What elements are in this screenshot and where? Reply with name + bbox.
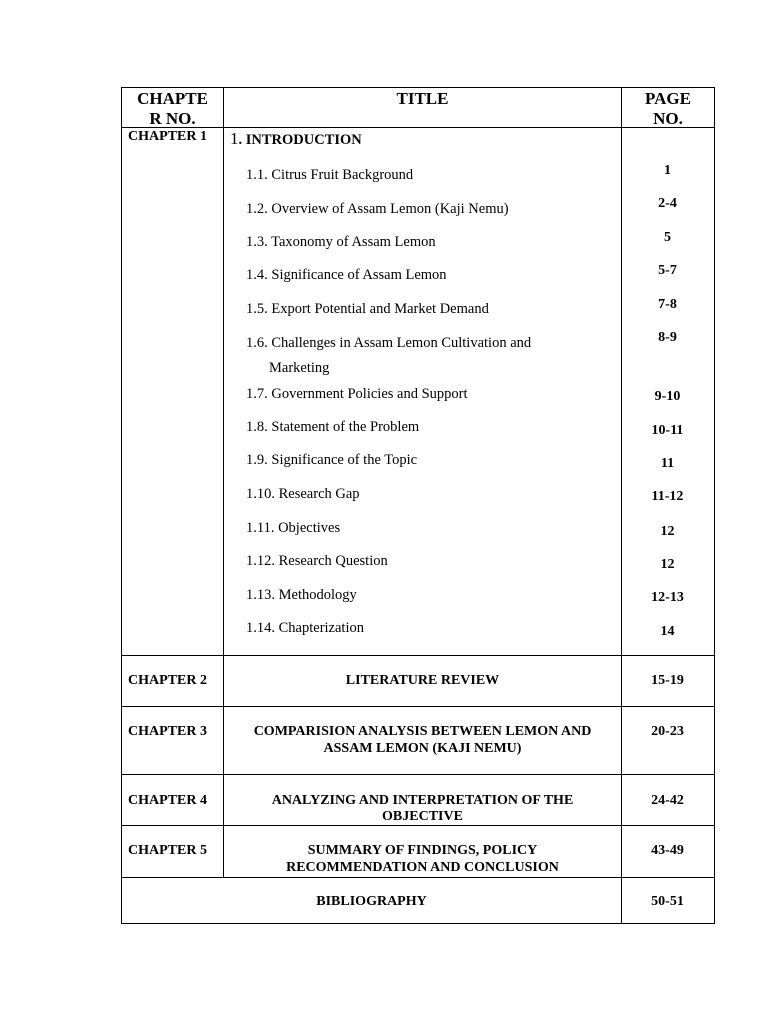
row-divider — [121, 825, 715, 826]
chapter-title: LITERATURE REVIEW — [345, 673, 500, 688]
chapter-label: CHAPTER 4 — [128, 793, 207, 808]
chapter-1-title-text: . INTRODUCTION — [238, 132, 362, 148]
chapter-page: 24-42 — [651, 793, 684, 808]
section-title: 1.9. Significance of the Topic — [246, 452, 418, 468]
chapter-page: 15-19 — [651, 673, 684, 688]
header-chapter-no-line1: CHAPTE — [137, 89, 208, 108]
section-page: 12 — [660, 524, 675, 539]
header-page-no-line1: PAGE — [645, 89, 691, 108]
row-divider — [121, 877, 715, 878]
chapter-title-line1: ANALYZING AND INTERPRETATION OF THE — [271, 793, 574, 808]
chapter-title-line2: RECOMMENDATION AND CONCLUSION — [286, 860, 559, 875]
chapter-label: CHAPTER 5 — [128, 843, 207, 858]
row-divider — [121, 655, 715, 656]
section-title: 1.10. Research Gap — [246, 486, 360, 502]
section-page: 2-4 — [658, 196, 677, 211]
bibliography-title: BIBLIOGRAPHY — [316, 894, 427, 909]
chapter-label: CHAPTER 2 — [128, 673, 207, 688]
chapter-1-number: 1 — [230, 129, 239, 148]
section-title: 1.2. Overview of Assam Lemon (Kaji Nemu) — [246, 201, 509, 217]
row-divider — [121, 774, 715, 775]
section-title: 1.13. Methodology — [246, 587, 357, 603]
section-page: 14 — [660, 624, 675, 639]
section-title: 1.5. Export Potential and Market Demand — [246, 301, 489, 317]
chapter-label: CHAPTER 3 — [128, 724, 207, 739]
section-title: 1.6. Challenges in Assam Lemon Cultivation and — [246, 335, 532, 351]
section-title: 1.14. Chapterization — [246, 620, 364, 636]
chapter-title-line2: OBJECTIVE — [382, 809, 463, 824]
chapter-title-line2: ASSAM LEMON (KAJI NEMU) — [323, 741, 522, 756]
section-page: 8-9 — [658, 330, 677, 345]
section-title: 1.12. Research Question — [246, 553, 388, 569]
chapter-title-line1: SUMMARY OF FINDINGS, POLICY — [307, 843, 538, 858]
chapter-1-label: CHAPTER 1 — [128, 129, 207, 144]
section-page: 10-11 — [651, 423, 684, 438]
section-page: 11-12 — [651, 489, 684, 504]
section-page: 1 — [664, 163, 671, 178]
column-divider — [223, 87, 224, 877]
table-border-bottom — [121, 923, 715, 924]
header-title: TITLE — [396, 89, 449, 108]
header-page-no — [622, 89, 714, 128]
table-border-top — [121, 87, 715, 88]
section-page: 11 — [660, 456, 675, 471]
section-page: 9-10 — [654, 389, 681, 404]
section-title: 1.11. Objectives — [246, 520, 341, 536]
header-chapter-no-line2: R NO. — [149, 108, 196, 128]
section-page: 5-7 — [658, 263, 677, 278]
table-border-right — [714, 87, 715, 924]
section-title: 1.7. Government Policies and Support — [246, 386, 468, 402]
bibliography-page: 50-51 — [651, 894, 684, 909]
chapter-page: 43-49 — [651, 843, 684, 858]
chapter-page: 20-23 — [651, 724, 684, 739]
header-page-no-line2: NO. — [653, 108, 683, 128]
section-title: 1.4. Significance of Assam Lemon — [246, 267, 447, 283]
section-title: 1.8. Statement of the Problem — [246, 419, 420, 435]
row-divider — [121, 706, 715, 707]
section-title: 1.3. Taxonomy of Assam Lemon — [246, 234, 436, 250]
header-chapter-no — [122, 89, 223, 128]
section-page: 12 — [660, 557, 675, 572]
section-title-continuation: Marketing — [269, 360, 330, 376]
section-page: 7-8 — [658, 297, 677, 312]
section-title: 1.1. Citrus Fruit Background — [246, 167, 414, 183]
chapter-title-line1: COMPARISION ANALYSIS BETWEEN LEMON AND — [253, 724, 592, 739]
chapter-1-title — [230, 129, 362, 149]
section-page: 12-13 — [651, 590, 684, 605]
section-page: 5 — [664, 230, 671, 245]
table-border-left — [121, 87, 122, 924]
